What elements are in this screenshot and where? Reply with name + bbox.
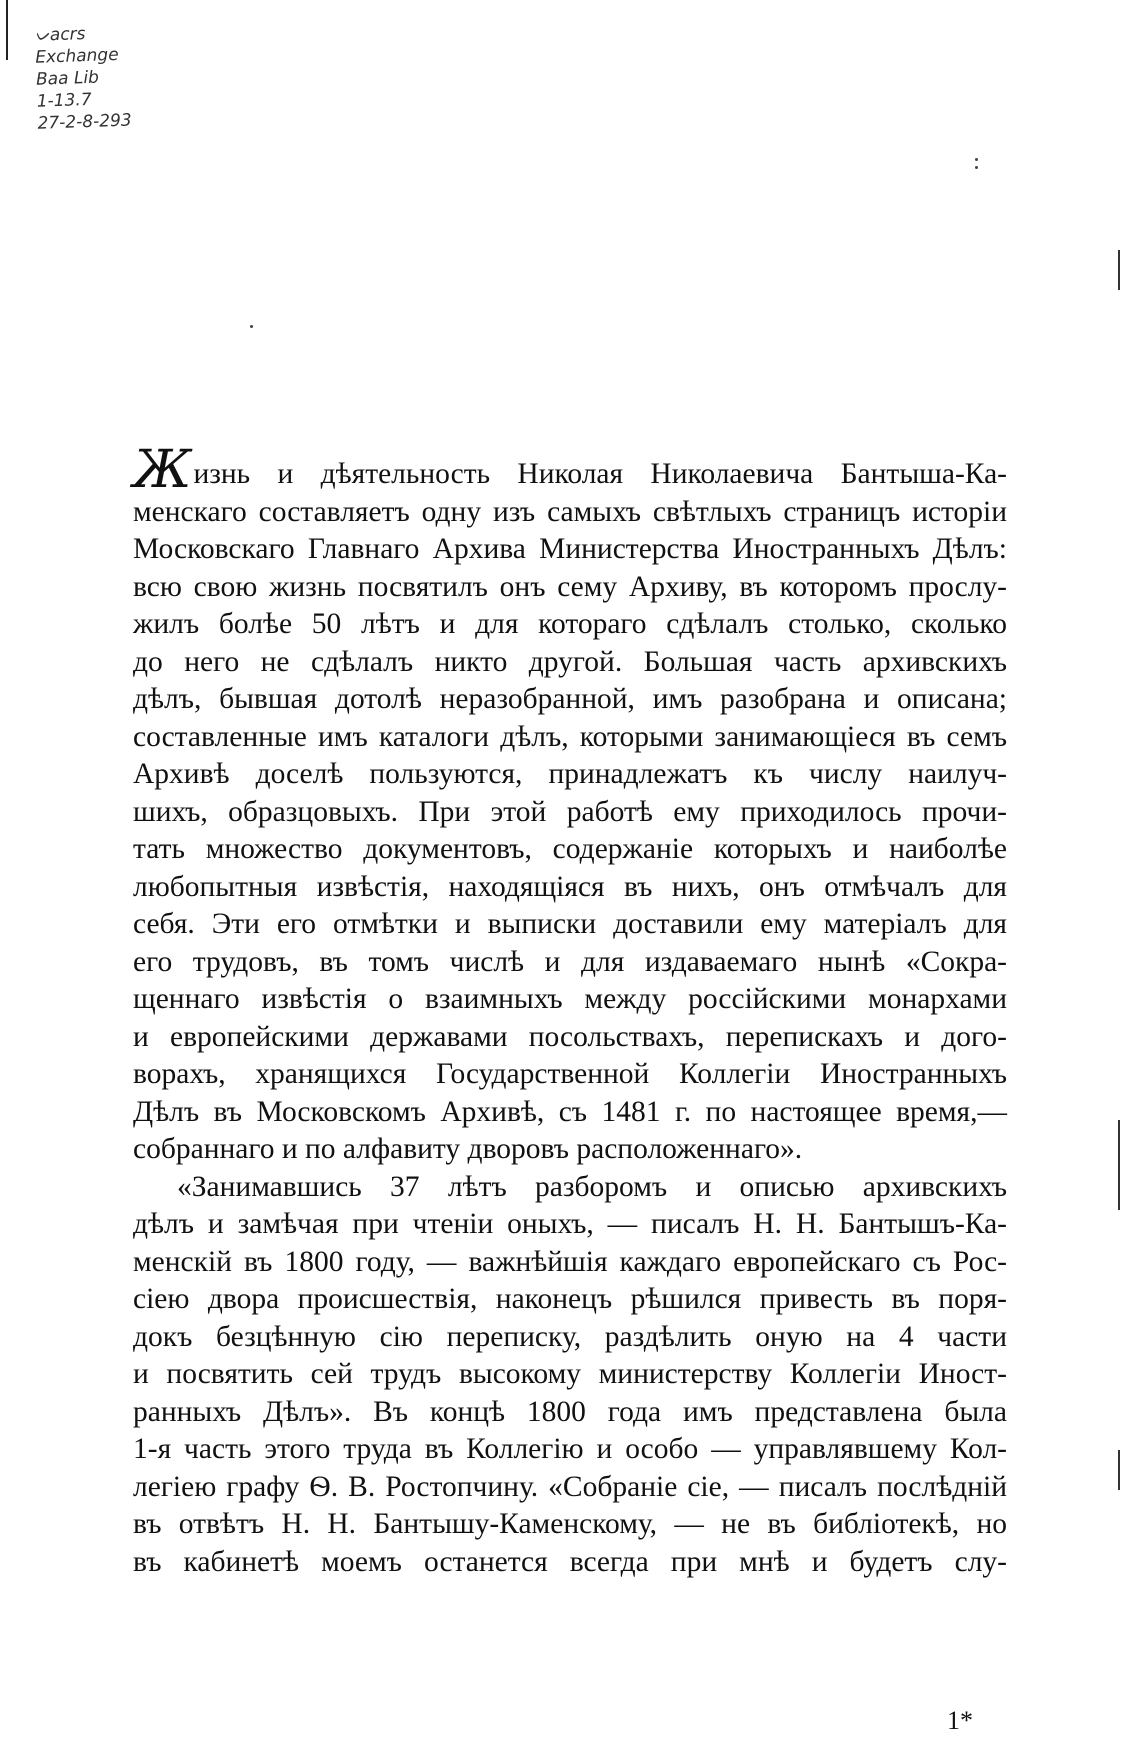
scan-speck bbox=[975, 158, 978, 161]
text-line: тать множество документовъ, содержаніе которыхъ и наиболѣе bbox=[133, 833, 1007, 865]
text-line: сіею двора происшествія, наконецъ рѣшился привесть въ поря- bbox=[133, 1283, 1007, 1315]
text-line: въ кабинетѣ моемъ останется всегда при мнѣ и будетъ слу- bbox=[133, 1545, 1007, 1578]
marginalia-line: Exchange bbox=[34, 44, 119, 68]
scan-edge-mark bbox=[1118, 250, 1120, 290]
text-line: и европейскими державами посольствахъ, перепискахъ и дого- bbox=[133, 1020, 1007, 1053]
text-line: менскій въ 1800 году, — важнѣйшія каждаго европейскаго съ Рос- bbox=[133, 1245, 1007, 1278]
scan-edge-rule bbox=[6, 0, 8, 60]
body-text bbox=[133, 440, 1007, 1581]
scan-edge-mark bbox=[1118, 1450, 1120, 1490]
text-line: ранныхъ Дѣлъ». Въ концѣ 1800 года имъ представлена была bbox=[133, 1395, 1007, 1428]
text-line: дѣлъ и замѣчая при чтеніи оныхъ, — писалъ Н. Н. Бантышъ-Ка- bbox=[133, 1208, 1007, 1240]
text-line: Архивѣ доселѣ пользуются, принадлежатъ къ числу наилуч- bbox=[133, 758, 1007, 790]
text-line-content: изнь и дѣятельность Николая Николаевича Бантыша-Ка- bbox=[193, 458, 1007, 490]
text-line: щеннаго извѣстія о взаимныхъ между россійскими монархами bbox=[133, 983, 1007, 1015]
scan-edge-mark bbox=[1118, 1120, 1120, 1210]
marginalia-line: ᨆacrs bbox=[34, 24, 86, 46]
scan-speck bbox=[975, 166, 978, 169]
scan-speck bbox=[250, 325, 253, 328]
marginalia-line: 27-2-8-293 bbox=[37, 110, 133, 134]
text-line: менскаго составляетъ одну изъ самыхъ свѣтлыхъ страницъ исторіи bbox=[133, 495, 1007, 528]
text-line bbox=[133, 440, 1007, 500]
marginalia-line: Baa Lib bbox=[35, 67, 100, 90]
text-line: шихъ, образцовыхъ. При этой работѣ ему приходилось прочи- bbox=[133, 795, 1007, 828]
text-line: до него не сдѣлалъ никто другой. Большая часть архивскихъ bbox=[133, 645, 1007, 678]
text-line: дѣлъ, бывшая дотолѣ неразобранной, имъ разобрана и описана; bbox=[133, 683, 1007, 715]
text-line: собраннаго и по алфавиту дворовъ расположеннаго». bbox=[133, 1133, 803, 1165]
text-line: составленные имъ каталоги дѣлъ, которыми занимающіеся въ семъ bbox=[133, 720, 1007, 753]
text-line: докъ безцѣнную сію переписку, раздѣлить оную на 4 части bbox=[133, 1320, 1007, 1353]
text-line: легіею графу Ѳ. В. Ростопчину. «Собраніе сіе, — писалъ послѣдній bbox=[133, 1470, 1007, 1503]
text-line: себя. Эти его отмѣтки и выписки доставили ему матеріалъ для bbox=[133, 908, 1007, 940]
marginalia-line: 1-13.7 bbox=[36, 89, 92, 112]
signature-mark: 1* bbox=[947, 1706, 973, 1735]
text-line: 1-я часть этого труда въ Коллегію и особо — управлявшему Кол- bbox=[133, 1433, 1007, 1465]
text-line: любопытныя извѣстія, находящіяся въ нихъ, онъ отмѣчалъ для bbox=[133, 870, 1007, 903]
drop-cap: Ж bbox=[133, 440, 192, 500]
text-line: Московскаго Главнаго Архива Министерства Иностранныхъ Дѣлъ: bbox=[133, 533, 1007, 565]
text-line: и посвятить сей трудъ высокому министерству Коллегіи Иност- bbox=[133, 1358, 1007, 1390]
text-line: въ отвѣтъ Н. Н. Бантышу-Каменскому, — не въ библіотекѣ, но bbox=[133, 1508, 1007, 1540]
text-line: жилъ болѣе 50 лѣтъ и для котораго сдѣлалъ столько, сколько bbox=[133, 608, 1007, 640]
text-line: ворахъ, хранящихся Государственной Коллегіи Иностранныхъ bbox=[133, 1058, 1007, 1090]
text-line: всю свою жизнь посвятилъ онъ сему Архиву, въ которомъ прослу- bbox=[133, 570, 1007, 603]
text-line: «Занимавшись 37 лѣтъ разборомъ и описью архивскихъ bbox=[177, 1170, 1007, 1203]
text-line: его трудовъ, въ томъ числѣ и для издаваемаго нынѣ «Сокра- bbox=[133, 945, 1007, 978]
text-line: Дѣлъ въ Московскомъ Архивѣ, съ 1481 г. по настоящее время,— bbox=[133, 1095, 1007, 1128]
library-marginalia bbox=[34, 19, 198, 135]
